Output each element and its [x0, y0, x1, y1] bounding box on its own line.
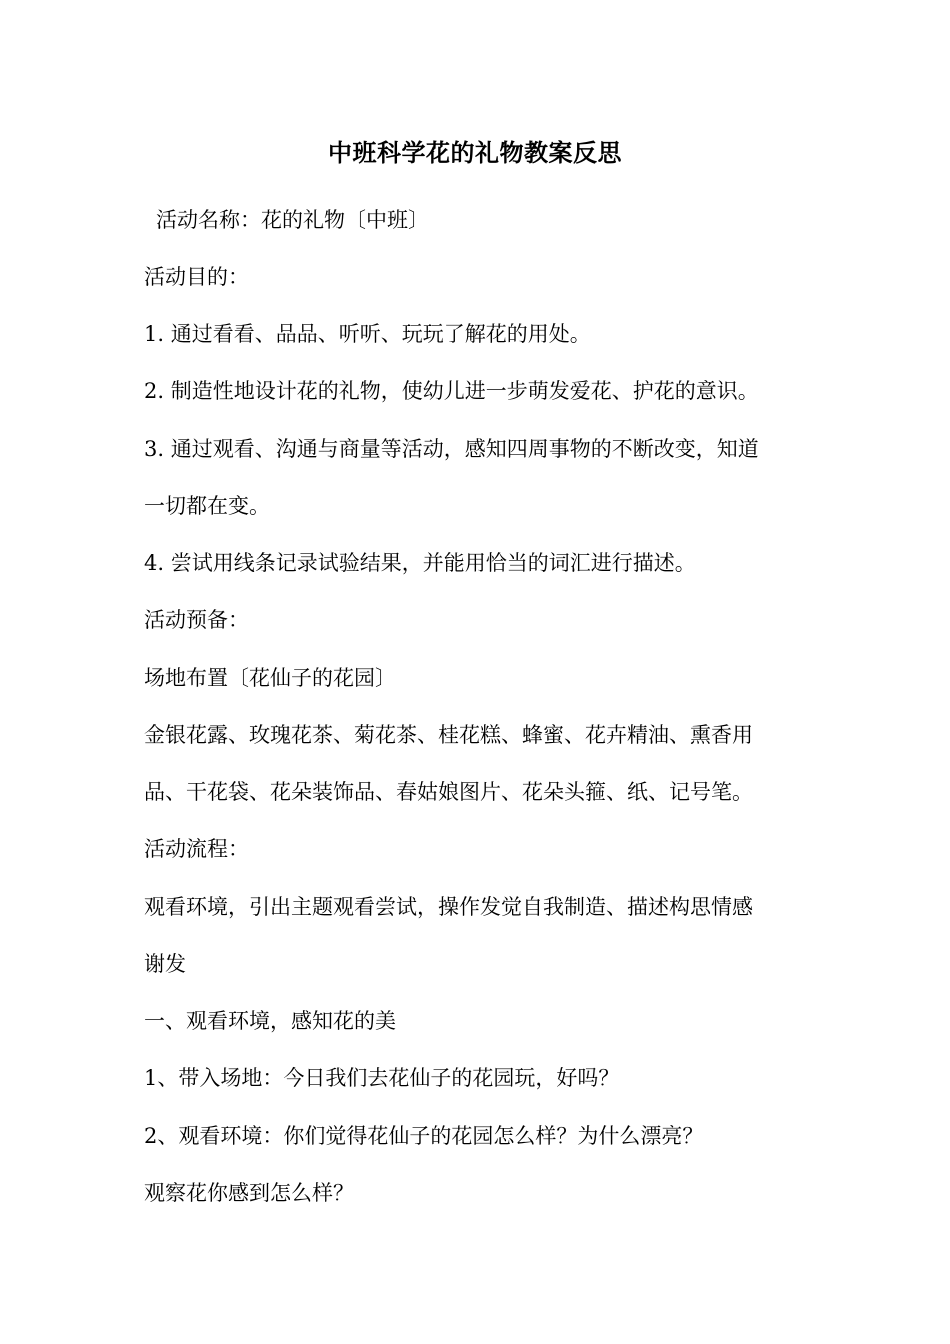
step-2: 2、观看环境：你们觉得花仙子的花园怎么样？为什么漂亮？: [144, 1124, 704, 1148]
objective-4: 4. 尝试用线条记录试验结果，并能用恰当的词汇进行描述。: [144, 551, 696, 575]
process-heading: 活动流程：: [144, 837, 249, 861]
venue-setup: 场地布置〔花仙子的花园〕: [144, 666, 396, 690]
materials-line-1: 金银花露、玫瑰花茶、菊花茶、桂花糕、蜂蜜、花卉精油、熏香用: [144, 723, 753, 747]
objective-1: 1. 通过看看、品品、听听、玩玩了解花的用处。: [144, 322, 591, 346]
materials-line-2: 品、干花袋、花朵装饰品、春姑娘图片、花朵头箍、纸、记号笔。: [144, 780, 753, 804]
objective-2: 2. 制造性地设计花的礼物，使幼儿进一步萌发爱花、护花的意识。: [144, 379, 759, 403]
objective-3: 3. 通过观看、沟通与商量等活动，感知四周事物的不断改变，知道: [144, 437, 759, 461]
objectives-heading: 活动目的：: [144, 265, 249, 289]
step-1: 1、带入场地：今日我们去花仙子的花园玩，好吗？: [144, 1066, 620, 1090]
objective-3-continued: 一切都在变。: [144, 494, 270, 518]
section-1-heading: 一、观看环境，感知花的美: [144, 1009, 396, 1033]
process-summary: 观看环境，引出主题观看尝试，操作发觉自我制造、描述构思情感: [144, 895, 753, 919]
step-2-question: 观察花你感到怎么样？: [144, 1181, 354, 1205]
preparation-heading: 活动预备：: [144, 608, 249, 632]
document-title: 中班科学花的礼物教案反思: [328, 138, 622, 167]
activity-name-line: 活动名称：花的礼物〔中班〕: [156, 208, 429, 232]
process-summary-continued: 谢发: [144, 952, 186, 976]
